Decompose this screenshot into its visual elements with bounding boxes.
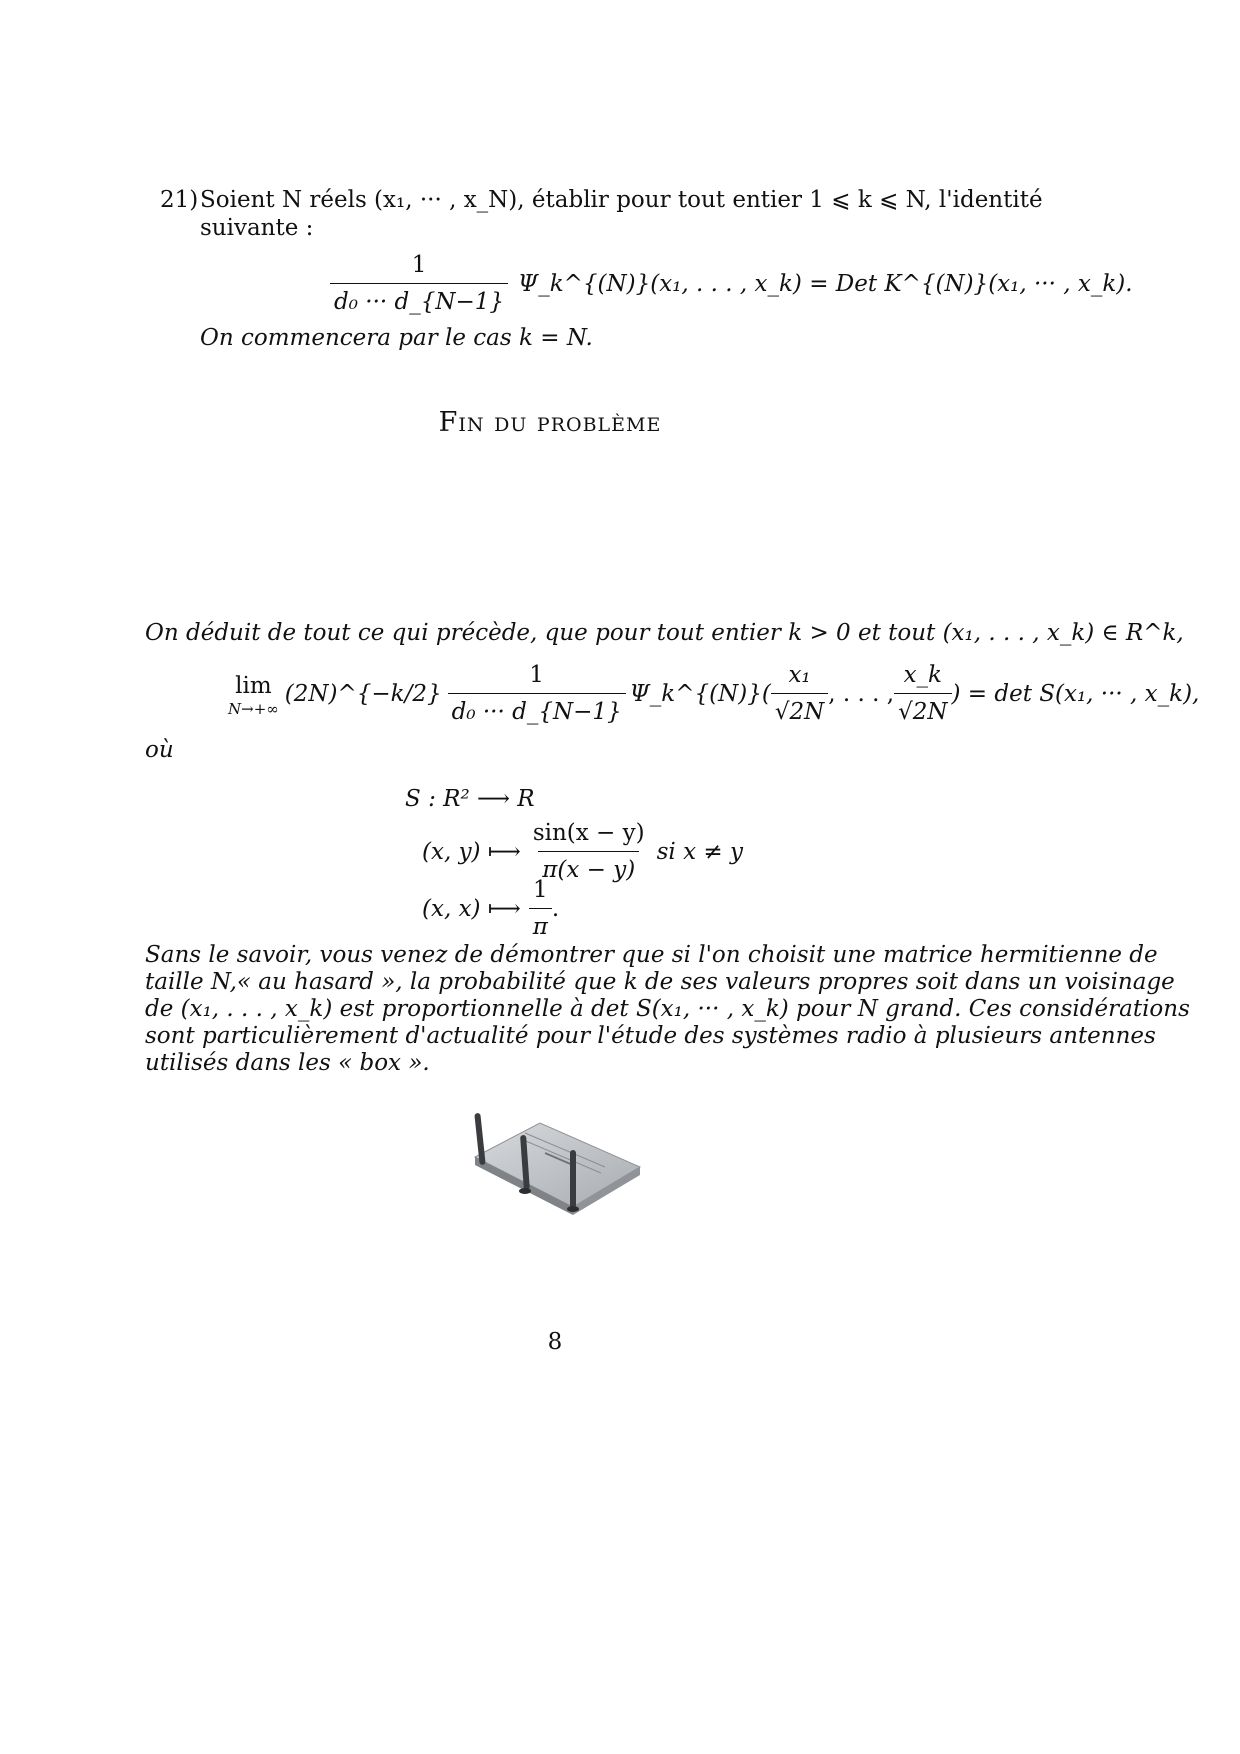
ou-label: où — [145, 737, 174, 763]
S-case1-lhs: (x, y) ⟼ — [422, 838, 521, 865]
limit-operator — [228, 671, 279, 717]
question-number: 21) — [160, 187, 199, 213]
paragraph-line: de (x₁, . . . , x_k) est proportionnelle à det S(x₁, ··· , x_k) pour N grand. Ces considérations — [145, 996, 1190, 1022]
argk-fraction — [894, 660, 951, 727]
limit-numerator: 1 — [529, 662, 544, 688]
S-definition: S : R² ⟶ R — [405, 786, 535, 812]
S-case-2 — [422, 875, 559, 942]
S-case2-numerator: 1 — [533, 877, 548, 903]
S-case2-fraction — [529, 875, 552, 942]
argk-numerator: x_k — [903, 662, 942, 688]
arg1-denominator: √2N — [771, 693, 828, 727]
identity-denominator: d₀ ··· d_{N−1} — [330, 283, 508, 317]
arg-dots: , . . . , — [828, 680, 895, 707]
arg1-numerator: x₁ — [788, 662, 811, 688]
identity-rhs: Ψ_k^{(N)}(x₁, . . . , x_k) = Det K^{(N)}(x₁, ··· , x_k). — [518, 270, 1133, 297]
router-image — [455, 1095, 655, 1245]
question-line-2: suivante : — [200, 215, 314, 241]
S-case1-numerator: sin(x − y) — [532, 820, 645, 846]
lim-subscript: N→+∞ — [228, 699, 279, 718]
S-case2-end: . — [551, 895, 560, 922]
lim-factor: (2N)^{−k/2} — [284, 680, 442, 707]
lim-label: lim — [235, 672, 272, 699]
identity-fraction — [330, 250, 508, 317]
paragraph-line: taille N,« au hasard », la probabilité que k de ses valeurs propres soit dans un voisinage — [145, 969, 1175, 995]
closing-paragraph — [145, 942, 1190, 1077]
limit-denominator: d₀ ··· d_{N−1} — [448, 693, 626, 727]
S-case1-denominator: π(x − y) — [538, 851, 639, 885]
conclusion-intro: On déduit de tout ce qui précède, que pour tout entier k > 0 et tout (x₁, . . . , x_k) ∈ R^k, — [145, 620, 1184, 646]
section-title: Fin du problème — [438, 407, 662, 438]
S-case1-condition: si x ≠ y — [656, 838, 743, 865]
identity-numerator: 1 — [411, 252, 427, 278]
question-hint: On commencera par le cas k = N. — [200, 325, 593, 351]
paragraph-line: utilisés dans les « box ». — [145, 1050, 430, 1076]
router-icon — [455, 1095, 655, 1245]
paragraph-line: Sans le savoir, vous venez de démontrer que si l'on choisit une matrice hermitienne de — [145, 942, 1158, 968]
argk-denominator: √2N — [894, 693, 951, 727]
S-case2-lhs: (x, x) ⟼ — [422, 895, 521, 922]
page-number: 8 — [547, 1329, 563, 1355]
limit-rhs: ) = det S(x₁, ··· , x_k), — [951, 680, 1200, 707]
limit-fraction — [448, 660, 626, 727]
arg1-fraction — [771, 660, 828, 727]
psi-term: Ψ_k^{(N)}( — [629, 680, 771, 707]
S-case2-denominator: π — [529, 908, 552, 942]
limit-equation — [228, 660, 1199, 727]
identity-equation — [330, 250, 1133, 317]
paragraph-line: sont particulièrement d'actualité pour l'étude des systèmes radio à plusieurs antennes — [145, 1023, 1156, 1049]
question-line-1: Soient N réels (x₁, ··· , x_N), établir pour tout entier 1 ⩽ k ⩽ N, l'identité — [200, 187, 1043, 213]
